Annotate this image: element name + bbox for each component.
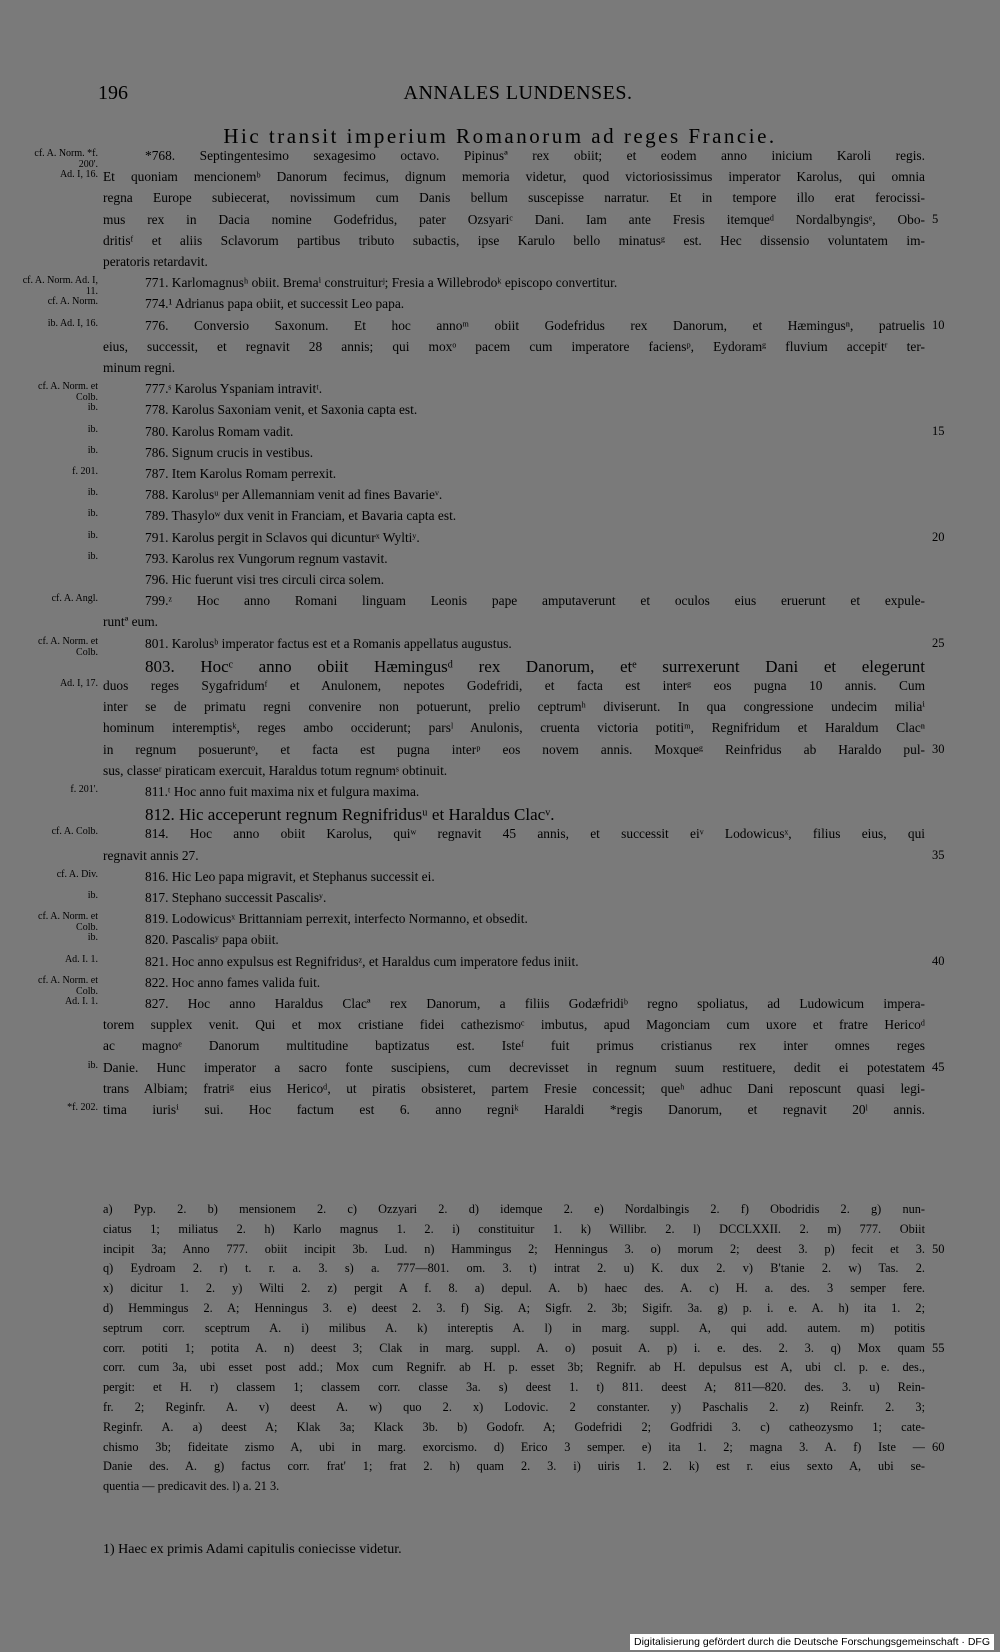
line-text: *768. Septingentesimo sexagesimo octavo. Pipinusª rex obiit; et eodem anno inicium Karoli regis. — [145, 148, 925, 163]
line-text: 799.ᶻ Hoc anno Romani linguam Leonis pape amputaverunt et oculos eius eruerunt et expule- — [145, 593, 925, 609]
line-number: 35 — [932, 847, 945, 862]
page-header — [98, 82, 938, 112]
margin-reference: cf. A. Norm. *f. 200'. — [34, 148, 98, 170]
text-line — [0, 784, 1000, 805]
text-line — [0, 169, 1000, 190]
text-line — [0, 275, 1000, 296]
line-text: trans Albiam; fratriᵍ eius Hericoᵈ, ut piratis obsisteret, partem Fresie concessit; queʰ adhuc Dani reposcunt quasi legi- — [103, 1080, 925, 1096]
line-text: 801. Karolusᵇ imperator factus est et a Romanis appellatus augustus. — [145, 635, 512, 651]
text-line — [0, 890, 1000, 911]
line-number: 20 — [932, 529, 945, 544]
footnote-text: a) Pyp. 2. b) mensionem 2. c) Ozzyari 2. d) idemque 2. e) Nordalbingis 2. f) Obodridis 2. g) nun- — [103, 1202, 925, 1216]
footnote-text: quentia — predicavit des. l) a. 21 3. — [103, 1479, 280, 1494]
footnote-line — [0, 1242, 1000, 1262]
line-text: regnavit annis 27. — [103, 847, 199, 863]
margin-reference: Ad. I. 1. — [64, 953, 98, 965]
line-text: 778. Karolus Saxoniam venit, et Saxonia capta est. — [145, 402, 418, 418]
margin-reference: ib. — [87, 487, 98, 499]
footnote-text: septrum corr. sceptrum A. i) milibus A. k) intereptis A. l) in marg. suppl. A, qui add. autem. m) potitis — [103, 1320, 925, 1335]
line-number: 10 — [932, 317, 945, 332]
text-line — [0, 932, 1000, 953]
line-text: 774.¹ Adrianus papa obiit, et successit Leo papa. — [145, 296, 405, 312]
line-text: Danie. Hunc imperator a sacro fonte suscipiens, cum decrevisset in regnum suum restituere, dedit ei potestatem — [103, 1059, 925, 1075]
line-text: 789. Thasyloʷ dux venit in Franciam, et Bavaria capta est. — [145, 508, 457, 524]
line-text: 780. Karolus Romam vadit. — [145, 423, 294, 439]
footnote-line — [0, 1261, 1000, 1281]
text-line — [0, 848, 1000, 869]
text-line — [0, 636, 1000, 657]
margin-reference: Ad. I, 16. — [59, 169, 98, 181]
line-text: runtª eum. — [103, 614, 159, 630]
line-text: hominum interemptisᵏ, reges ambo occiderunt; parsˡ Anulonis, cruenta victoria potitiᵐ, Regnifridum et Haraldum Clacⁿ — [103, 720, 925, 736]
line-text: sus, classeʳ piraticam exercuit, Haraldus totum regnumˢ obtinuit. — [103, 762, 448, 778]
footnote-text: pergit: et H. r) classem 1; classem corr. classe 3a. s) deest 1. t) 811. deest A; 811—820. des. 3. u) Rein- — [103, 1380, 925, 1395]
line-text: in regnum posueruntᵒ, et facta est pugna interᵖ eos novem annis. Moxqueᵍ Reinfridus ab Haraldo pul- — [103, 741, 925, 757]
line-text: mus rex in Dacia nomine Godefridus, pater Ozsyariᶜ Dani. Iam ante Fresis itemqueᵈ Nordalbyngisᵉ, Obo- — [103, 211, 925, 227]
footnote-line — [0, 1222, 1000, 1242]
line-text: peratoris retardavit. — [103, 254, 208, 269]
text-line — [0, 318, 1000, 339]
line-number: 5 — [932, 211, 939, 226]
margin-reference: *f. 202. — [67, 1102, 98, 1113]
text-line — [0, 360, 1000, 381]
line-text: 811.ᵗ Hoc anno fuit maxima nix et fulgura maxima. — [145, 784, 420, 799]
text-line — [0, 1017, 1000, 1038]
text-line — [0, 424, 1000, 445]
text-line — [0, 996, 1000, 1017]
text-line — [0, 466, 1000, 487]
text-line — [0, 190, 1000, 211]
text-line — [0, 699, 1000, 720]
line-text: 796. Hic fuerunt visi tres circuli circa solem. — [145, 572, 385, 587]
line-number: 45 — [932, 1059, 945, 1074]
section-headline: Hic transit imperium Romanorum ad reges Francie. — [223, 124, 777, 148]
margin-reference: cf. A. Angl. — [51, 593, 98, 605]
text-line — [0, 339, 1000, 360]
footnote-text: corr. potiti 1; potita A. n) deest 3; Clak in marg. suppl. A. o) posuit A. p) i. e. des. 2. 3. q) Mox quam — [103, 1340, 925, 1355]
footnote-line — [0, 1281, 1000, 1301]
margin-reference: cf. A. Norm. et Colb. — [38, 635, 98, 658]
text-line — [0, 1081, 1000, 1102]
margin-reference: ib. — [87, 423, 98, 435]
footnote-line — [0, 1380, 1000, 1400]
footnote-line — [0, 1360, 1000, 1380]
margin-reference: ib. — [87, 932, 98, 944]
line-text: regna Europe subiecerat, novissimum cum Danis bellum suscepisse narratur. Et in tempore illo erat ferocissi- — [103, 190, 925, 206]
line-text: tima iurisⁱ sui. Hoc factum est 6. anno regniᵏ Haraldi *regis Danorum, et regnavit 20ˡ annis. — [103, 1102, 925, 1117]
margin-reference: ib. Ad. I, 16. — [47, 317, 98, 329]
text-line — [0, 233, 1000, 254]
line-number: 50 — [932, 1241, 945, 1256]
text-line — [0, 212, 1000, 233]
text-line — [0, 551, 1000, 572]
text-line — [0, 720, 1000, 741]
line-text: 771. Karlomagnusʰ obiit. Bremaⁱ construiturʲ; Fresia a Willebrodoᵏ episcopo convertitur. — [145, 275, 618, 291]
line-text: eius, successit, et regnavit 28 annis; qui moxᵒ pacem cum imperatore faciensᵖ, Eydoramᵍ fluvium accepitʳ ter- — [103, 338, 925, 354]
line-text: 821. Hoc anno expulsus est Regnifridusᶻ, et Haraldus cum imperatore fedus iniit. — [145, 953, 579, 969]
text-line — [0, 657, 1000, 678]
text-line — [0, 954, 1000, 975]
footnote-line — [0, 1301, 1000, 1321]
footnote-text: fr. 2; Reginfr. A. v) deest A. w) quo 2. x) Lodovic. 2 constanter. y) Paschalis 2. z) Reinfr. 2. 3; — [103, 1400, 925, 1414]
text-line — [0, 826, 1000, 847]
text-line — [0, 402, 1000, 423]
line-text: 817. Stephano successit Pascalisʸ. — [145, 890, 327, 905]
footnote-line — [0, 1321, 1000, 1341]
line-text: 791. Karolus pergit in Sclavos qui dicunturˣ Wyltiʸ. — [145, 529, 420, 545]
margin-reference: ib. — [87, 1059, 98, 1071]
text-line — [0, 805, 1000, 826]
text-line — [0, 1038, 1000, 1059]
line-number: 30 — [932, 741, 945, 756]
margin-reference: cf. A. Norm. et Colb. — [38, 381, 98, 404]
footnote-text: ciatus 1; miliatus 2. h) Karlo magnus 1. 2. i) constituitur 1. k) Willibr. 2. l) DCCLXXII. 2. m) 777. Obiit — [103, 1221, 925, 1236]
line-number: 40 — [932, 953, 945, 968]
footnote-text: incipit 3a; Anno 777. obiit incipit 3b. Lud. n) Hammingus 2; Henningus 3. o) morum 2; deest 3. p) fecit et 3. — [103, 1241, 925, 1256]
text-line — [0, 572, 1000, 593]
footnote-line — [0, 1459, 1000, 1479]
text-line — [0, 1060, 1000, 1081]
line-text: 812. Hic acceperunt regnum Regnifridusᵘ et Haraldus Clacᵛ. — [145, 805, 555, 825]
line-text: torem supplex venit. Qui et mox cristiane fidei cathezismoᶜ imbutus, apud Magonciam cum uxore et fratre Hericoᵈ — [103, 1017, 925, 1033]
line-text: 787. Item Karolus Romam perrexit. — [145, 466, 337, 481]
line-text: 788. Karolusᵘ per Allemanniam venit ad fines Bavarieᵛ. — [145, 487, 443, 503]
footnote-text: corr. cum 3a, ubi esset post add.; Mox cum Regnifr. ab H. p. esset 3b; Regnifr. ab H. depulsus est A, ubi cl. p. e. des., — [103, 1360, 925, 1375]
text-line — [0, 911, 1000, 932]
text-line — [0, 381, 1000, 402]
text-line — [0, 296, 1000, 317]
line-number: 15 — [932, 423, 945, 438]
footnote-text: Reginfr. A. a) deest A; Klak 3a; Klack 3b. b) Godofr. A; Godefridi 2; Godfridi 3. c) catheozysmo 1; cate- — [103, 1419, 925, 1434]
text-line — [0, 508, 1000, 529]
line-number: 55 — [932, 1340, 945, 1355]
line-text: 814. Hoc anno obiit Karolus, quiʷ regnavit 45 annis, et successit eiᵛ Lodowicusˣ, filius eius, qui — [145, 826, 925, 842]
margin-reference: ib. — [87, 444, 98, 456]
footnote-text: Danie des. A. g) factus corr. frat' 1; frat 2. h) quam 2. 3. i) uiris 1. 2. k) est r. eius sexto A, ubi se- — [103, 1459, 925, 1474]
running-title: ANNALES LUNDENSES. — [403, 82, 633, 104]
footnote-line — [0, 1400, 1000, 1420]
margin-reference: cf. A. Norm. et Colb. — [38, 911, 98, 934]
text-line — [0, 148, 1000, 169]
line-text: 816. Hic Leo papa migravit, et Stephanus successit ei. — [145, 868, 435, 884]
text-line — [0, 593, 1000, 614]
page-number: 196 — [98, 82, 128, 104]
line-text: 822. Hoc anno fames valida fuit. — [145, 974, 321, 990]
line-text: 786. Signum crucis in vestibus. — [145, 444, 314, 460]
text-line — [0, 530, 1000, 551]
bottom-footnote: 1) Haec ex primis Adami capitulis coniecisse videtur. — [103, 1542, 402, 1557]
footnote-text: q) Eydroam 2. r) t. r. a. 3. s) a. 777—801. om. 3. t) intrat 2. u) K. dux 2. v) B'tanie 2. w) Tas. 2. — [103, 1261, 925, 1276]
margin-reference: ib. — [87, 402, 98, 414]
line-text: 793. Karolus rex Vungorum regnum vastavit. — [145, 550, 388, 566]
line-text: 777.ˢ Karolus Yspaniam intravitᵗ. — [145, 381, 323, 397]
line-text: 803. Hocᶜ anno obiit Hæmingusᵈ rex Danorum, etᵉ surrexerunt Dani et elegerunt — [145, 656, 925, 676]
line-text: ac magnoᵉ Danorum multitudine baptizatus est. Isteᶠ fuit primus cristianus rex inter omnes reges — [103, 1038, 925, 1054]
line-text: dritisᶠ et aliis Sclavorum partibus tributo subactis, ipse Karulo bello minatusᵍ est. Hec dissensio voluntatem im- — [103, 232, 925, 248]
margin-reference: ib. — [87, 508, 98, 520]
dfg-credit: Digitalisierung gefördert durch die Deutsche Forschungsgemeinschaft · DFG — [630, 1634, 994, 1650]
margin-reference: cf. A. Norm. — [47, 296, 98, 308]
line-text: duos reges Sygafridumᶠ et Anulonem, nepotes Godefridi, et facta est interᵍ eos pugna 10 annis. Cum — [103, 678, 925, 693]
text-line — [0, 254, 1000, 275]
footnote-line — [0, 1420, 1000, 1440]
line-text: Et quoniam mencionemᵇ Danorum fecimus, dignum memoria videtur, quod victoriosissimus imperator Karolus, qui omnia — [103, 169, 925, 185]
footnote-text: chismo 3b; fideitate zismo A, ubi in marg. exorcismo. d) Erico 3 semper. e) ita 1. 2; magna 3. A. f) Iste — — [103, 1439, 925, 1454]
margin-reference: cf. A. Norm. et Colb. — [38, 974, 98, 997]
line-number: 60 — [932, 1439, 945, 1454]
footnote-text: x) dicitur 1. 2. y) Wilti 2. z) pergit A f. 8. a) depul. A. b) haec des. A. c) H. a. des. 3 semper fere. — [103, 1281, 925, 1296]
text-line — [0, 975, 1000, 996]
text-line — [0, 742, 1000, 763]
text-line — [0, 1102, 1000, 1123]
line-text: 820. Pascalisʸ papa obiit. — [145, 932, 279, 948]
margin-reference: ib. — [87, 529, 98, 541]
margin-reference: cf. A. Div. — [56, 868, 98, 880]
text-line — [0, 487, 1000, 508]
line-text: minum regni. — [103, 360, 176, 375]
footnote-line — [0, 1440, 1000, 1460]
margin-reference: ib. — [87, 890, 98, 901]
footnote-line — [0, 1479, 1000, 1499]
margin-reference: f. 201. — [72, 466, 98, 477]
margin-reference: Ad. I, 17. — [59, 678, 98, 689]
footnote-line — [0, 1341, 1000, 1361]
margin-reference: cf. A. Norm. Ad. I, 11. — [22, 275, 98, 298]
text-line — [0, 869, 1000, 890]
margin-reference: f. 201'. — [70, 784, 98, 795]
margin-reference: Ad. I. 1. — [64, 996, 98, 1007]
text-line — [0, 678, 1000, 699]
margin-reference: cf. A. Colb. — [51, 826, 98, 838]
line-number: 25 — [932, 635, 945, 650]
text-line — [0, 614, 1000, 635]
line-text: 819. Lodowicusˣ Brittanniam perrexit, interfecto Normanno, et obsedit. — [145, 911, 528, 927]
line-text: 827. Hoc anno Haraldus Clacª rex Danorum, a filiis Godæfridiᵇ regno spoliatus, ad Ludowicum impera- — [145, 996, 925, 1011]
footnote-text: d) Hemmingus 2. A; Henningus 3. e) deest 2. 3. f) Sig. A; Sigfr. 2. 3b; Sigifr. 3a. g) p. i. e. A. h) ita 1. 2; — [103, 1301, 925, 1315]
margin-reference: ib. — [87, 550, 98, 562]
line-text: inter se de primatu regni convenire non potuerunt, prelio ceptrumʰ diviserunt. In qua congressione undecim miliaⁱ — [103, 699, 925, 715]
text-line — [0, 445, 1000, 466]
text-line — [0, 763, 1000, 784]
footnote-line — [0, 1202, 1000, 1222]
line-text: 776. Conversio Saxonum. Et hoc annoᵐ obiit Godefridus rex Danorum, et Hæmingusⁿ, patruelis — [145, 317, 925, 333]
